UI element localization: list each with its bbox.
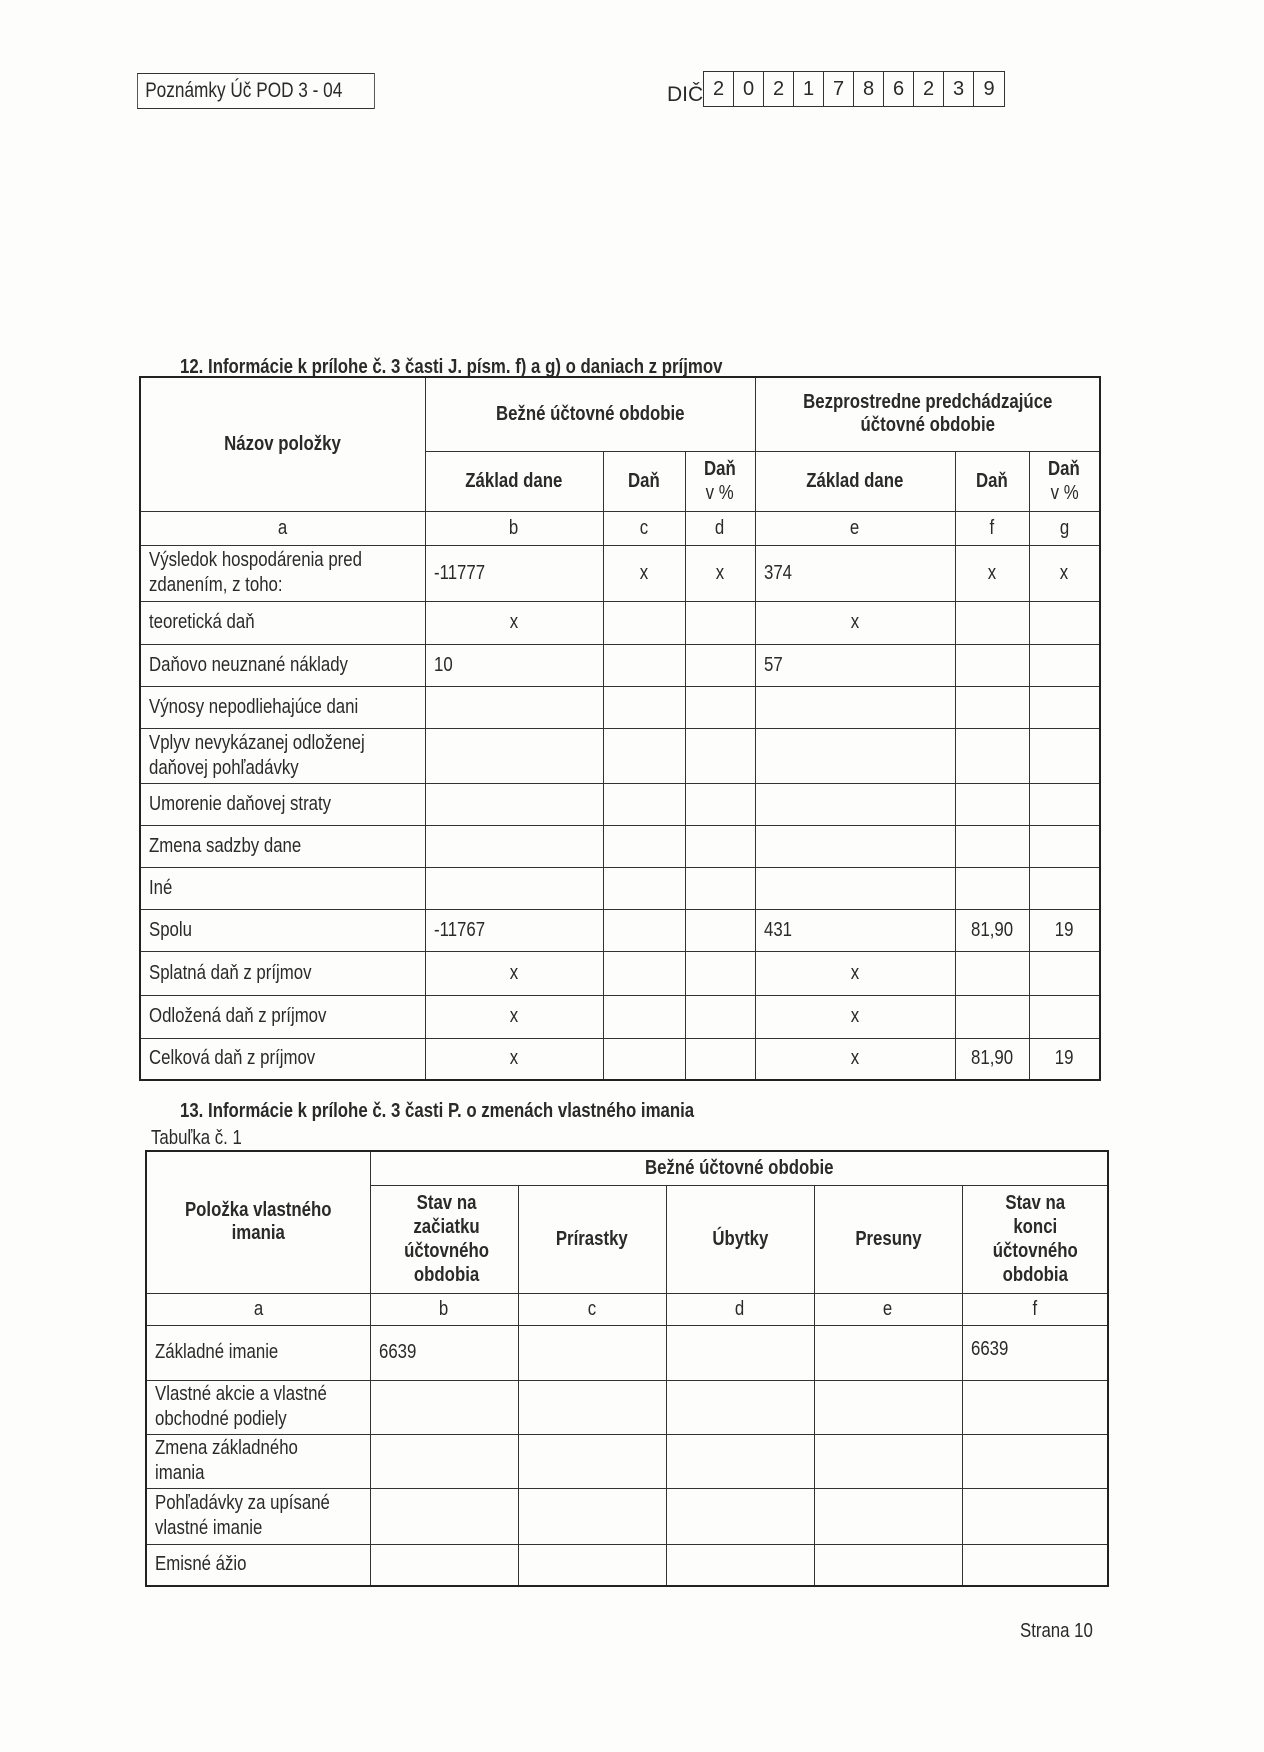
cell-d — [685, 644, 755, 686]
cell-d — [685, 909, 755, 951]
row-name: Celková daň z príjmov — [140, 1038, 425, 1080]
row-name: Splatná daň z príjmov — [140, 951, 425, 995]
cell-b: x — [425, 951, 603, 995]
cell-c — [603, 825, 685, 867]
cell-c — [518, 1325, 666, 1380]
cell-g: x — [1029, 545, 1100, 601]
cell-d — [685, 825, 755, 867]
cell-g: 19 — [1029, 909, 1100, 951]
table-row — [140, 644, 1100, 686]
column-letter: e — [814, 1293, 962, 1325]
row-name: Zmena základného imania — [146, 1434, 370, 1488]
header-item-name: Názov položky — [140, 377, 425, 511]
cell-f — [955, 825, 1029, 867]
dic-label: DIČ — [667, 83, 704, 106]
header-tax-base-current: Základ dane — [425, 451, 603, 511]
column-letter: g — [1029, 511, 1100, 545]
cell-d: x — [685, 545, 755, 601]
table-row — [140, 1038, 1100, 1080]
column-letter: a — [146, 1293, 370, 1325]
header-tax-pct-previous: Daň v % — [1029, 451, 1100, 511]
cell-c — [603, 728, 685, 783]
section-13-title: 13. Informácie k prílohe č. 3 časti P. o zmenách vlastného imania — [180, 1100, 695, 1122]
row-name: Pohľadávky za upísané vlastné imanie — [146, 1488, 370, 1544]
table-row — [146, 1544, 1108, 1586]
row-name: Daňovo neuznané náklady — [140, 644, 425, 686]
cell-b: -11777 — [425, 545, 603, 601]
equity-changes-table — [145, 1150, 1109, 1587]
header-tax-previous: Daň — [955, 451, 1029, 511]
cell-f — [962, 1488, 1108, 1544]
cell-c: x — [603, 545, 685, 601]
cell-g: 19 — [1029, 1038, 1100, 1080]
cell-f — [962, 1380, 1108, 1434]
column-letter: c — [603, 511, 685, 545]
table-row — [140, 601, 1100, 644]
cell-b — [425, 783, 603, 825]
header-equity-item: Položka vlastného imania — [146, 1151, 370, 1293]
cell-c — [518, 1434, 666, 1488]
cell-d — [685, 951, 755, 995]
row-name: Iné — [140, 867, 425, 909]
cell-b — [425, 728, 603, 783]
cell-f — [962, 1544, 1108, 1586]
dic-digit: 8 — [854, 72, 884, 106]
cell-c — [518, 1488, 666, 1544]
cell-f: 81,90 — [955, 1038, 1029, 1080]
cell-b — [425, 686, 603, 728]
cell-e: x — [755, 1038, 955, 1080]
row-name: Základné imanie — [146, 1325, 370, 1380]
dic-digit: 2 — [704, 72, 734, 106]
cell-e: 374 — [755, 545, 955, 601]
cell-d — [666, 1544, 814, 1586]
cell-d — [666, 1434, 814, 1488]
cell-c — [603, 951, 685, 995]
cell-c — [603, 867, 685, 909]
header-tax-base-previous: Základ dane — [755, 451, 955, 511]
column-letter: a — [140, 511, 425, 545]
cell-f — [955, 686, 1029, 728]
cell-e: 57 — [755, 644, 955, 686]
column-letter: b — [425, 511, 603, 545]
dic-digit: 1 — [794, 72, 824, 106]
cell-e — [814, 1380, 962, 1434]
cell-g — [1029, 995, 1100, 1038]
cell-c — [518, 1380, 666, 1434]
cell-d — [666, 1488, 814, 1544]
cell-g — [1029, 867, 1100, 909]
header-current-period: Bežné účtovné obdobie — [425, 377, 755, 451]
dic-digit: 9 — [983, 78, 995, 100]
header-current-period: Bežné účtovné obdobie — [370, 1151, 1108, 1185]
cell-g — [1029, 825, 1100, 867]
cell-b: -11767 — [425, 909, 603, 951]
header-start-balance: Stav na začiatku účtovného obdobia — [370, 1185, 518, 1293]
row-name: Vlastné akcie a vlastné obchodné podiely — [146, 1380, 370, 1434]
cell-d — [685, 867, 755, 909]
section-12-title: 12. Informácie k prílohe č. 3 časti J. písm. f) a g) o daniach z príjmov — [180, 356, 723, 378]
cell-b — [425, 867, 603, 909]
cell-e — [814, 1325, 962, 1380]
cell-f — [955, 644, 1029, 686]
cell-d — [666, 1380, 814, 1434]
cell-g — [1029, 644, 1100, 686]
dic-digit: 7 — [824, 72, 854, 106]
cell-b: x — [425, 601, 603, 644]
table-row — [140, 783, 1100, 825]
row-name: Vplyv nevykázanej odloženej daňovej pohľadávky — [140, 728, 425, 783]
cell-e: x — [755, 951, 955, 995]
form-label: Poznámky Úč POD 3 - 04 — [137, 73, 375, 109]
cell-f — [955, 995, 1029, 1038]
cell-b: x — [425, 995, 603, 1038]
cell-b — [370, 1544, 518, 1586]
table-row — [140, 909, 1100, 951]
table-row — [146, 1380, 1108, 1434]
cell-b — [370, 1434, 518, 1488]
dic-digit: 2 — [914, 72, 944, 106]
column-letter: b — [370, 1293, 518, 1325]
cell-d — [666, 1325, 814, 1380]
cell-c — [603, 601, 685, 644]
cell-c — [603, 909, 685, 951]
cell-f — [955, 867, 1029, 909]
header-tax-current: Daň — [603, 451, 685, 511]
cell-c — [603, 995, 685, 1038]
cell-f — [962, 1434, 1108, 1488]
table-row — [140, 545, 1100, 601]
header-decreases: Úbytky — [666, 1185, 814, 1293]
row-name: teoretická daň — [140, 601, 425, 644]
column-letter: d — [685, 511, 755, 545]
cell-e — [814, 1544, 962, 1586]
cell-b: 6639 — [370, 1325, 518, 1380]
cell-g — [1029, 728, 1100, 783]
table-row — [146, 1434, 1108, 1488]
cell-c — [603, 1038, 685, 1080]
table-row — [140, 825, 1100, 867]
page-number: Strana 10 — [1020, 1620, 1093, 1642]
dic-digit: 3 — [944, 72, 974, 106]
cell-e — [814, 1488, 962, 1544]
cell-e — [755, 825, 955, 867]
row-name: Spolu — [140, 909, 425, 951]
cell-e — [755, 686, 955, 728]
cell-d — [685, 728, 755, 783]
cell-d — [685, 686, 755, 728]
dic-number-boxes — [703, 71, 1005, 107]
cell-f: 81,90 — [955, 909, 1029, 951]
table-label: Tabuľka č. 1 — [151, 1127, 242, 1149]
cell-g — [1029, 783, 1100, 825]
column-letter: f — [962, 1293, 1108, 1325]
cell-d — [685, 601, 755, 644]
cell-e — [755, 867, 955, 909]
dic-digit: 0 — [734, 72, 764, 106]
cell-b — [370, 1488, 518, 1544]
cell-e — [755, 728, 955, 783]
cell-f — [955, 728, 1029, 783]
cell-f — [955, 783, 1029, 825]
cell-e: x — [755, 601, 955, 644]
cell-d — [685, 1038, 755, 1080]
column-letter: f — [955, 511, 1029, 545]
header-end-balance: Stav na konci účtovného obdobia — [962, 1185, 1108, 1293]
row-name: Umorenie daňovej straty — [140, 783, 425, 825]
cell-g — [1029, 686, 1100, 728]
header-transfers: Presuny — [814, 1185, 962, 1293]
cell-d — [685, 783, 755, 825]
cell-e — [755, 783, 955, 825]
table-row — [140, 686, 1100, 728]
cell-c — [518, 1544, 666, 1586]
row-name: Zmena sadzby dane — [140, 825, 425, 867]
cell-g — [1029, 951, 1100, 995]
cell-e: 431 — [755, 909, 955, 951]
cell-b — [425, 825, 603, 867]
cell-d — [685, 995, 755, 1038]
cell-c — [603, 783, 685, 825]
income-tax-table — [139, 376, 1101, 1081]
dic-digit: 6 — [884, 72, 914, 106]
cell-e: x — [755, 995, 955, 1038]
column-letter: c — [518, 1293, 666, 1325]
table-row — [140, 995, 1100, 1038]
cell-f: 6639 — [962, 1325, 1108, 1380]
table-row — [140, 867, 1100, 909]
cell-b: 10 — [425, 644, 603, 686]
table-row — [140, 951, 1100, 995]
table-row — [140, 728, 1100, 783]
column-letter: e — [755, 511, 955, 545]
header-previous-period: Bezprostredne predchádzajúce účtovné obdobie — [755, 377, 1100, 451]
cell-g — [1029, 601, 1100, 644]
dic-digit: 2 — [764, 72, 794, 106]
cell-f — [955, 951, 1029, 995]
cell-c — [603, 644, 685, 686]
row-name: Výnosy nepodliehajúce dani — [140, 686, 425, 728]
cell-f — [955, 601, 1029, 644]
cell-c — [603, 686, 685, 728]
cell-e — [814, 1434, 962, 1488]
table-row — [146, 1325, 1108, 1380]
cell-f: x — [955, 545, 1029, 601]
table-row — [146, 1488, 1108, 1544]
row-name: Výsledok hospodárenia pred zdanením, z toho: — [140, 545, 425, 601]
row-name: Odložená daň z príjmov — [140, 995, 425, 1038]
header-increases: Prírastky — [518, 1185, 666, 1293]
cell-b: x — [425, 1038, 603, 1080]
cell-b — [370, 1380, 518, 1434]
column-letter: d — [666, 1293, 814, 1325]
row-name: Emisné ážio — [146, 1544, 370, 1586]
header-tax-pct-current: Daň v % — [685, 451, 755, 511]
